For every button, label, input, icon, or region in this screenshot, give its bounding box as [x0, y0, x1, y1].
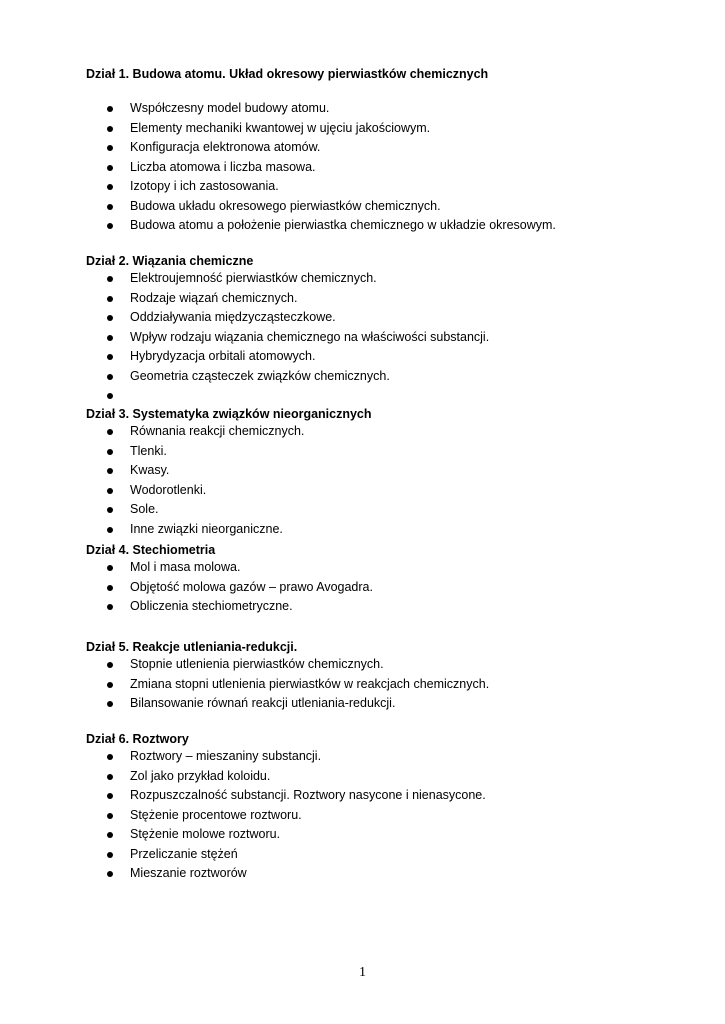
- bullet-icon: [107, 374, 113, 380]
- bullet-icon: [107, 315, 113, 321]
- list-item: Równania reakcji chemicznych.: [86, 422, 686, 442]
- list-item: Wpływ rodzaju wiązania chemicznego na właściwości substancji.: [86, 328, 686, 348]
- bullet-list: [86, 655, 686, 714]
- list-item: Zmiana stopni utlenienia pierwiastków w reakcjach chemicznych.: [86, 675, 686, 695]
- bullet-icon: [107, 604, 113, 610]
- bullet-icon: [107, 813, 113, 819]
- section-heading: Dział 6. Roztwory: [86, 732, 189, 746]
- bullet-icon: [107, 793, 113, 799]
- section-heading: Dział 2. Wiązania chemiczne: [86, 254, 254, 268]
- section-3: [86, 406, 686, 539]
- bullet-icon: [107, 449, 113, 455]
- list-item: Mieszanie roztworów: [86, 864, 686, 884]
- section-6: [86, 731, 686, 884]
- section-4: [86, 542, 686, 617]
- list-item: Oddziaływania międzycząsteczkowe.: [86, 308, 686, 328]
- list-item: Bilansowanie równań reakcji utleniania-redukcji.: [86, 694, 686, 714]
- list-item: Roztwory – mieszaniny substancji.: [86, 747, 686, 767]
- bullet-icon: [107, 774, 113, 780]
- section-heading: Dział 3. Systematyka związków nieorganicznych: [86, 407, 372, 421]
- list-item: Mol i masa molowa.: [86, 558, 686, 578]
- bullet-icon: [107, 204, 113, 210]
- bullet-icon: [107, 488, 113, 494]
- list-item: Stężenie molowe roztworu.: [86, 825, 686, 845]
- bullet-icon: [107, 276, 113, 282]
- list-item: Sole.: [86, 500, 686, 520]
- list-item: Elektroujemność pierwiastków chemicznych.: [86, 269, 686, 289]
- bullet-list: [86, 558, 686, 617]
- bullet-icon: [107, 754, 113, 760]
- list-item: Obliczenia stechiometryczne.: [86, 597, 686, 617]
- list-item: Rodzaje wiązań chemicznych.: [86, 289, 686, 309]
- bullet-icon: [107, 335, 113, 341]
- list-item: Zol jako przykład koloidu.: [86, 767, 686, 787]
- bullet-icon: [107, 701, 113, 707]
- bullet-icon: [107, 662, 113, 668]
- bullet-icon: [107, 126, 113, 132]
- list-item: Stopnie utlenienia pierwiastków chemicznych.: [86, 655, 686, 675]
- bullet-icon: [107, 296, 113, 302]
- bullet-icon: [107, 468, 113, 474]
- bullet-icon: [107, 832, 113, 838]
- bullet-icon: [107, 145, 113, 151]
- list-item: Tlenki.: [86, 442, 686, 462]
- page-number: 1: [359, 965, 366, 980]
- list-item: Geometria cząsteczek związków chemicznych.: [86, 367, 686, 387]
- bullet-icon: [107, 354, 113, 360]
- bullet-list: [86, 269, 686, 406]
- list-item: Budowa układu okresowego pierwiastków chemicznych.: [86, 197, 686, 217]
- section-1: [86, 66, 686, 236]
- list-item: Konfiguracja elektronowa atomów.: [86, 138, 686, 158]
- bullet-icon: [107, 106, 113, 112]
- bullet-icon: [107, 507, 113, 513]
- list-item: [86, 386, 686, 406]
- list-item: Wodorotlenki.: [86, 481, 686, 501]
- section-5: [86, 639, 686, 714]
- list-item: Współczesny model budowy atomu.: [86, 99, 686, 119]
- section-heading: Dział 1. Budowa atomu. Układ okresowy pierwiastków chemicznych: [86, 67, 489, 81]
- section-2: [86, 253, 686, 406]
- bullet-icon: [107, 165, 113, 171]
- bullet-list: [86, 747, 686, 884]
- list-item: Rozpuszczalność substancji. Roztwory nasycone i nienasycone.: [86, 786, 686, 806]
- bullet-icon: [107, 527, 113, 533]
- bullet-icon: [107, 184, 113, 190]
- bullet-icon: [107, 393, 113, 399]
- section-heading: Dział 4. Stechiometria: [86, 543, 216, 557]
- list-item: Objętość molowa gazów – prawo Avogadra.: [86, 578, 686, 598]
- bullet-icon: [107, 682, 113, 688]
- list-item: Hybrydyzacja orbitali atomowych.: [86, 347, 686, 367]
- bullet-list: [86, 422, 686, 539]
- bullet-icon: [107, 565, 113, 571]
- list-item: Kwasy.: [86, 461, 686, 481]
- list-item: Inne związki nieorganiczne.: [86, 520, 686, 540]
- list-item: Izotopy i ich zastosowania.: [86, 177, 686, 197]
- bullet-icon: [107, 871, 113, 877]
- list-item: Liczba atomowa i liczba masowa.: [86, 158, 686, 178]
- bullet-icon: [107, 223, 113, 229]
- list-item: Budowa atomu a położenie pierwiastka chemicznego w układzie okresowym.: [86, 216, 686, 236]
- section-heading: Dział 5. Reakcje utleniania-redukcji.: [86, 640, 298, 654]
- bullet-icon: [107, 852, 113, 858]
- list-item: Stężenie procentowe roztworu.: [86, 806, 686, 826]
- bullet-icon: [107, 429, 113, 435]
- bullet-icon: [107, 585, 113, 591]
- bullet-list: [86, 99, 686, 236]
- list-item: Elementy mechaniki kwantowej w ujęciu jakościowym.: [86, 119, 686, 139]
- list-item: Przeliczanie stężeń: [86, 845, 686, 865]
